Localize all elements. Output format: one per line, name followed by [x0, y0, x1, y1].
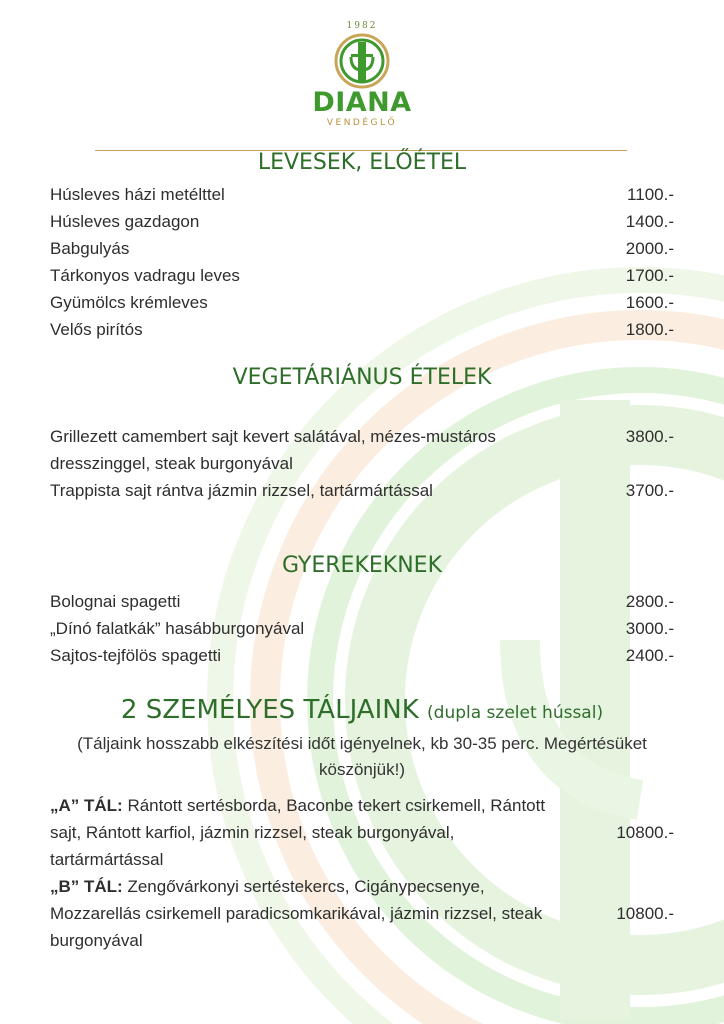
item-name: Trappista sajt rántva jázmin rizzsel, tartármártással	[50, 481, 433, 500]
item-name: Grillezett camembert sajt kevert salátával, mézes-mustáros dresszinggel, steak burgonyával	[50, 427, 496, 473]
item-price: 2400.-	[625, 646, 674, 665]
platters-title-note: (dupla szelet hússal)	[427, 703, 604, 723]
logo-name: DIANA	[312, 87, 412, 118]
item-name: Gyümölcs krémleves	[50, 293, 208, 312]
item-price: 2000.-	[625, 239, 674, 258]
section-title-vegetarian: VEGETÁRIÁNUS ÉTELEK	[232, 365, 492, 390]
item-price: 3700.-	[625, 481, 674, 500]
vegetarian-list	[50, 423, 674, 504]
list-item	[50, 642, 674, 669]
soups-list	[50, 181, 674, 343]
platter-description: Rántott sertésborda, Baconbe tekert csirkemell, Rántott sajt, Rántott karfiol, jázmin rizzsel, steak burgonyával, tartármártással	[50, 796, 546, 869]
item-price: 1100.-	[627, 185, 674, 204]
list-item	[50, 477, 674, 504]
list-item	[50, 208, 674, 235]
item-name: Velős pirítós	[50, 320, 143, 339]
item-price: 3000.-	[625, 619, 674, 638]
kids-list	[50, 588, 674, 669]
list-item	[50, 289, 674, 316]
list-item	[50, 615, 674, 642]
item-name: Sajtos-tejfölös spagetti	[50, 646, 222, 665]
item-name: Húsleves gazdagon	[50, 212, 200, 231]
logo-subtitle: VENDÉGLŐ	[326, 118, 398, 128]
list-item	[50, 588, 674, 615]
item-name: Tárkonyos vadragu leves	[50, 266, 240, 285]
logo-year: 1982	[346, 21, 378, 31]
item-price: 3800.-	[625, 427, 674, 446]
section-title-soups: LEVESEK, ELŐÉTEL	[257, 150, 467, 175]
item-price: 10800.-	[616, 823, 674, 842]
item-price: 1400.-	[625, 212, 674, 231]
list-item	[50, 262, 674, 289]
platters-title: 2 SZEMÉLYES TÁLJAINK	[120, 695, 419, 725]
item-price: 1700.-	[625, 266, 674, 285]
item-price: 2800.-	[625, 592, 674, 611]
platter-description: Zengővárkonyi sertéstekercs, Cigánypecsenye, Mozzarellás csirkemell paradicsomkarikával, jázmin rizzsel, steak burgonyával	[50, 877, 543, 950]
list-item	[50, 316, 674, 343]
list-item	[50, 423, 674, 477]
platter-tag: „A” TÁL:	[50, 796, 123, 815]
list-item	[50, 792, 674, 873]
item-name: Babgulyás	[50, 239, 130, 258]
item-price: 1800.-	[625, 320, 674, 339]
item-name: Húsleves házi metélttel	[50, 185, 225, 204]
section-title-kids: GYEREKEKNEK	[281, 553, 442, 578]
platter-tag: „B” TÁL:	[50, 877, 123, 896]
item-name	[50, 792, 550, 873]
item-name: „Dínó falatkák” hasábburgonyával	[50, 619, 305, 638]
list-item	[50, 235, 674, 262]
item-price: 1600.-	[625, 293, 674, 312]
platters-note: (Táljaink hosszabb elkészítési időt igényelnek, kb 30-35 perc. Megértésüket köszönjük!)	[77, 734, 647, 779]
platters-list	[50, 792, 674, 954]
item-name	[50, 873, 550, 954]
diana-logo	[312, 20, 412, 145]
item-price: 10800.-	[616, 904, 674, 923]
list-item	[50, 181, 674, 208]
list-item	[50, 873, 674, 954]
section-title-platters	[0, 694, 724, 729]
logo-emblem-icon	[333, 32, 391, 90]
item-name: Bolognai spagetti	[50, 592, 181, 611]
